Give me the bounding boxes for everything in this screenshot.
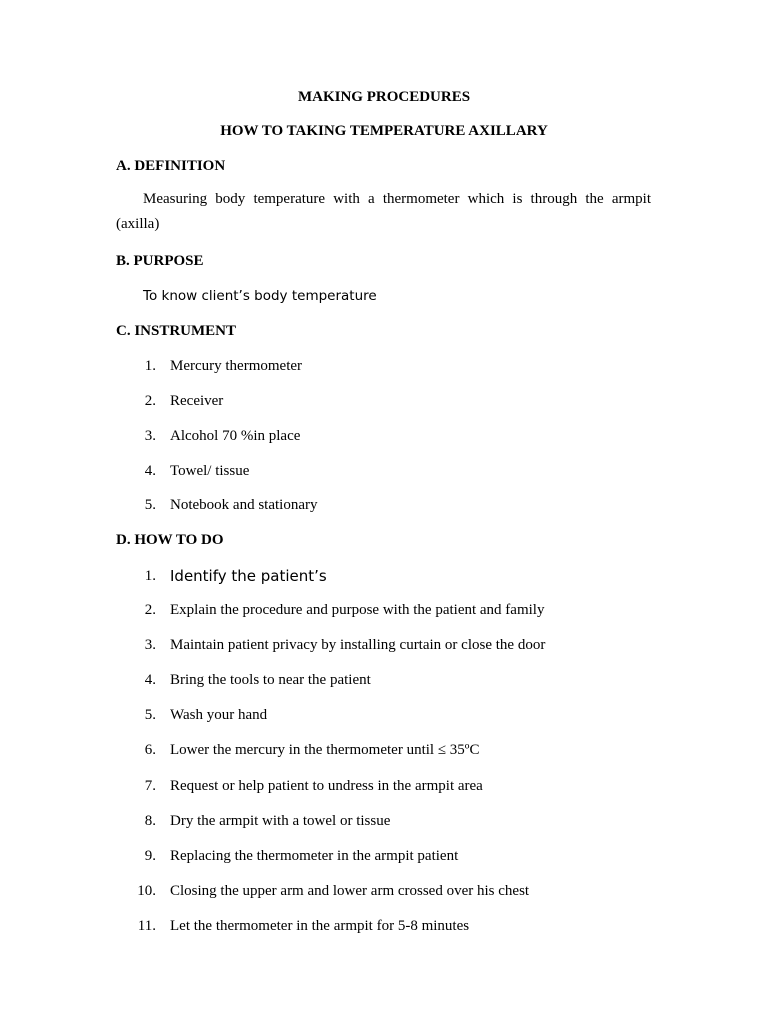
list-item-number: 4. <box>144 463 156 479</box>
list-item-number: 8. <box>144 813 156 829</box>
list-item-number: 10. <box>137 883 156 899</box>
list-item-text: Receiver <box>170 393 224 409</box>
list-item-number: 6. <box>144 742 156 758</box>
list-item-number: 5. <box>144 707 156 723</box>
purpose-paragraph: To know client’s body temperature <box>143 288 377 304</box>
list-item-number: 1. <box>144 568 156 584</box>
list-item-text: Request or help patient to undress in the armpit area <box>170 778 483 794</box>
list-item-text: Lower the mercury in the thermometer until ≤ 35ºC <box>170 742 480 758</box>
list-item-number: 1. <box>144 358 156 374</box>
list-item-text: Explain the procedure and purpose with the patient and family <box>170 602 545 618</box>
list-item-number: 4. <box>144 672 156 688</box>
list-item-number: 5. <box>144 497 156 513</box>
section-heading-how-to-do: D. HOW TO DO <box>116 532 224 548</box>
list-item-text: Maintain patient privacy by installing curtain or close the door <box>170 637 546 653</box>
list-item-number: 2. <box>144 602 156 618</box>
list-item-text: Let the thermometer in the armpit for 5-8 minutes <box>170 918 470 934</box>
section-heading-instrument: C. INSTRUMENT <box>116 323 237 339</box>
list-item-number: 2. <box>144 393 156 409</box>
list-item-text: Replacing the thermometer in the armpit patient <box>170 848 459 864</box>
list-item-number: 7. <box>144 778 156 794</box>
list-item-text: Alcohol 70 %in place <box>170 428 301 444</box>
document-subtitle: HOW TO TAKING TEMPERATURE AXILLARY <box>220 123 548 139</box>
list-item-number: 3. <box>144 428 156 444</box>
list-item-text: Closing the upper arm and lower arm crossed over his chest <box>170 883 530 899</box>
list-item-text: Wash your hand <box>170 707 268 723</box>
list-item-number: 3. <box>144 637 156 653</box>
list-item-number: 11. <box>137 918 156 934</box>
section-heading-definition: A. DEFINITION <box>116 158 226 174</box>
list-item-number: 9. <box>144 848 156 864</box>
document-title: MAKING PROCEDURES <box>297 89 471 105</box>
list-item-text: Notebook and stationary <box>170 497 318 513</box>
list-item-text: Towel/ tissue <box>170 463 250 479</box>
list-item-text: Identify the patient’s <box>170 567 327 585</box>
section-heading-purpose: B. PURPOSE <box>116 253 204 269</box>
list-item-text: Mercury thermometer <box>170 358 303 374</box>
list-item-text: Bring the tools to near the patient <box>170 672 371 688</box>
list-item-text: Dry the armpit with a towel or tissue <box>170 813 391 829</box>
definition-paragraph: Measuring body temperature with a thermometer which is through the armpit (axilla) <box>116 191 651 232</box>
